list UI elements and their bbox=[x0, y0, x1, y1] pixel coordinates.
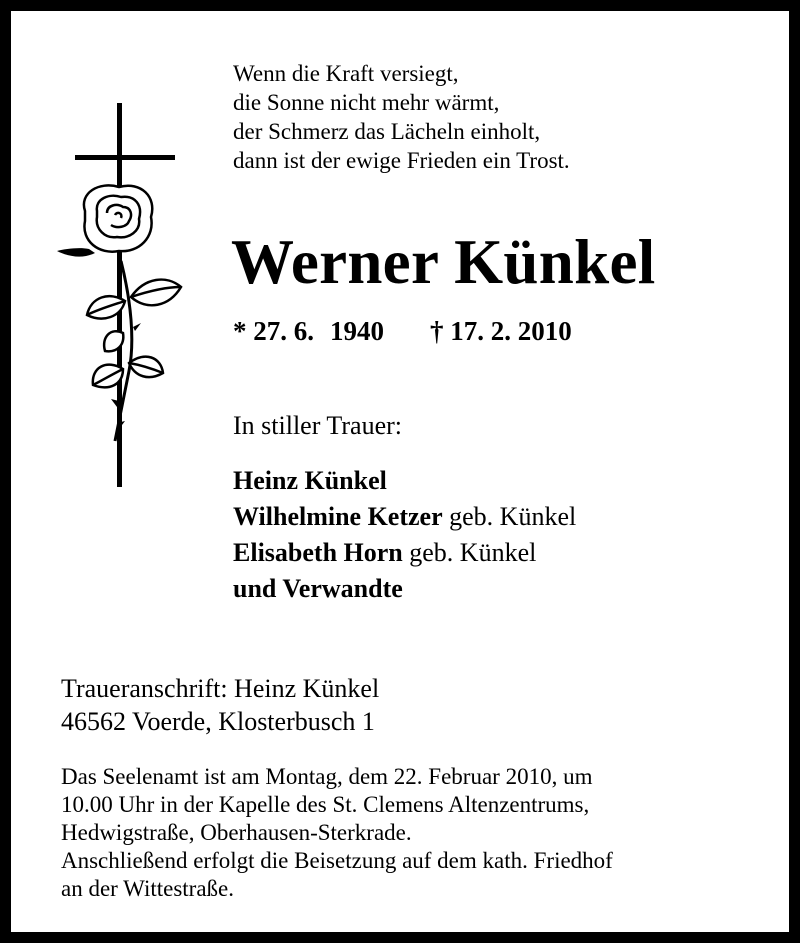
life-dates bbox=[233, 314, 572, 348]
service-line: 10.00 Uhr in der Kapelle des St. Clemens Altenzentrums, bbox=[61, 792, 590, 817]
birth-date bbox=[233, 314, 384, 348]
relative-name: Heinz Künkel bbox=[233, 466, 387, 495]
address-line: Traueranschrift: Heinz Künkel bbox=[61, 674, 380, 703]
relative-name: Wilhelmine Ketzer bbox=[233, 502, 443, 531]
service-line: Anschließend erfolgt die Beisetzung auf dem kath. Friedhof bbox=[61, 848, 613, 873]
relative bbox=[233, 463, 576, 499]
poem-line: die Sonne nicht mehr wärmt, bbox=[233, 90, 500, 115]
cross-with-rose-icon bbox=[49, 101, 189, 493]
deceased-name: Werner Künkel bbox=[231, 227, 656, 297]
poem-line: dann ist der ewige Frieden ein Trost. bbox=[233, 148, 570, 173]
mourning-address bbox=[61, 672, 379, 738]
relative-note: geb. Künkel bbox=[402, 538, 537, 567]
birth-day: * 27. 6. bbox=[233, 316, 314, 346]
birth-year: 1940 bbox=[330, 316, 384, 346]
relative-note: geb. Künkel bbox=[442, 502, 577, 531]
relatives-list bbox=[233, 463, 576, 607]
poem-line: der Schmerz das Lächeln einholt, bbox=[233, 119, 541, 144]
death-date: † 17. 2. 2010 bbox=[430, 316, 572, 346]
relative bbox=[233, 499, 576, 535]
relative-name: und Verwandte bbox=[233, 574, 403, 603]
service-line: Das Seelenamt ist am Montag, dem 22. Februar 2010, um bbox=[61, 764, 593, 789]
relative-name: Elisabeth Horn bbox=[233, 538, 403, 567]
service-info bbox=[61, 763, 613, 903]
service-line: an der Wittestraße. bbox=[61, 876, 234, 901]
poem-line: Wenn die Kraft versiegt, bbox=[233, 61, 459, 86]
mourning-heading: In stiller Trauer: bbox=[233, 411, 402, 440]
poem bbox=[233, 59, 570, 175]
address-line: 46562 Voerde, Klosterbusch 1 bbox=[61, 707, 375, 736]
relative bbox=[233, 571, 576, 607]
relative bbox=[233, 535, 576, 571]
service-line: Hedwigstraße, Oberhausen-Sterkrade. bbox=[61, 820, 412, 845]
